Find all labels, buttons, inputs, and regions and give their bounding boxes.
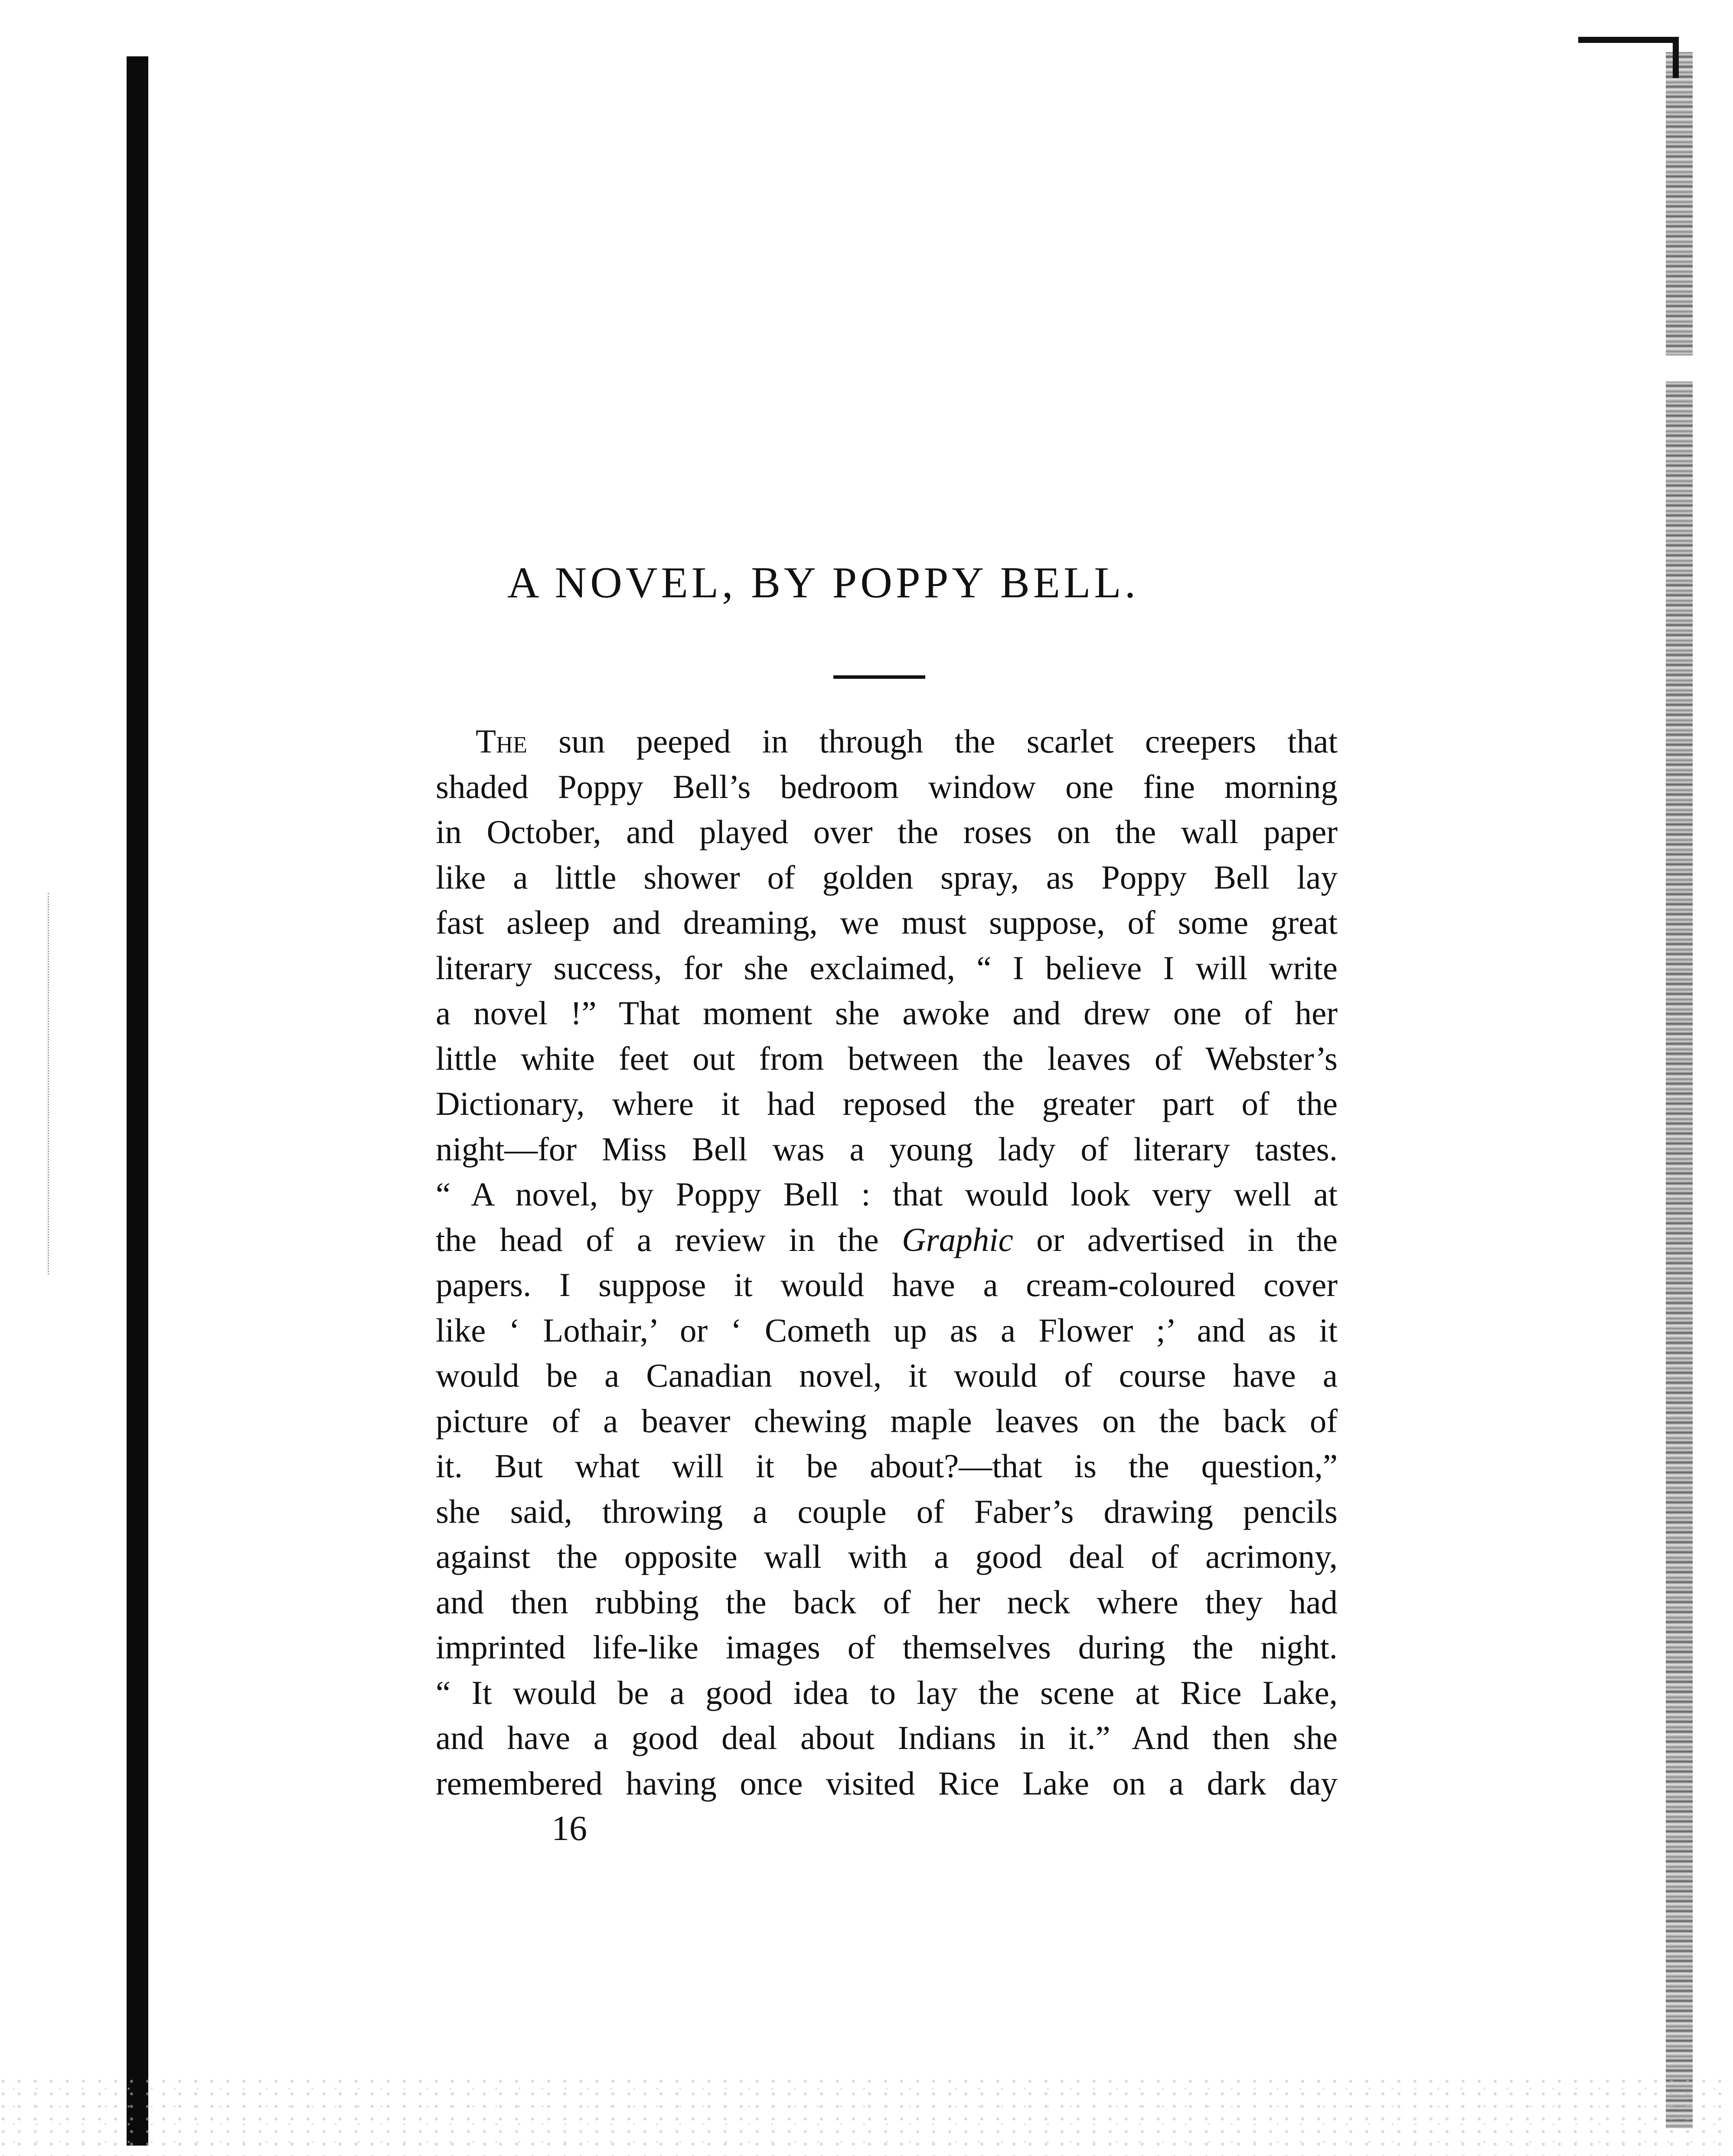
text-line: “ A novel, by Poppy Bell : that would look very well at [436, 1176, 1338, 1213]
top-corner-rule [1578, 37, 1678, 43]
text-line: fast asleep and dreaming, we must suppose, of some great [436, 904, 1338, 941]
text-line: papers. I suppose it would have a cream-coloured cover [436, 1266, 1338, 1303]
text-line: and have a good deal about Indians in it.” And then she [436, 1719, 1338, 1756]
title-divider [833, 675, 925, 679]
text-line: Dictionary, where it had reposed the greater part of the [436, 1085, 1338, 1122]
text-line: remembered having once visited Rice Lake on a dark day [436, 1764, 1338, 1802]
scan-edge-gap [1666, 355, 1693, 381]
text-line [436, 1217, 1338, 1263]
text-line: picture of a beaver chewing maple leaves on the back of [436, 1402, 1338, 1440]
italic-title: Graphic [902, 1221, 1013, 1258]
text-line: little white feet out from between the leaves of Webster’s [436, 1039, 1338, 1077]
scan-noise-bottom [0, 2076, 1733, 2156]
text-line: literary success, for she exclaimed, “ I believe I will write [436, 949, 1338, 987]
text-line: in October, and played over the roses on the wall paper [436, 813, 1338, 850]
text-line-content: or advertised in the [1013, 1221, 1338, 1258]
text-line [436, 719, 1338, 764]
page-number: 16 [552, 1808, 587, 1848]
text-line: “ It would be a good idea to lay the scene at Rice Lake, [436, 1674, 1338, 1711]
text-line: she said, throwing a couple of Faber’s drawing pencils [436, 1492, 1338, 1530]
opening-word: The [476, 723, 528, 760]
margin-dotted-line [48, 893, 49, 1274]
text-line: it. But what will it be about?—that is the question,” [436, 1447, 1338, 1485]
text-line-content: the head of a review in the [436, 1221, 902, 1258]
text-line: a novel !” That moment she awoke and drew one of her [436, 994, 1338, 1032]
text-line-content: sun peeped in through the scarlet creepers that [527, 723, 1338, 760]
text-line: and then rubbing the back of her neck where they had [436, 1583, 1338, 1621]
text-line: like a little shower of golden spray, as Poppy Bell lay [436, 858, 1338, 896]
text-line: shaded Poppy Bell’s bedroom window one fine morning [436, 768, 1338, 805]
text-line: night—for Miss Bell was a young lady of literary tastes. [436, 1130, 1338, 1168]
text-line: like ‘ Lothair,’ or ‘ Cometh up as a Flower ;’ and as it [436, 1311, 1338, 1349]
text-line: imprinted life-like images of themselves during the night. [436, 1628, 1338, 1666]
text-line: against the opposite wall with a good deal of acrimony, [436, 1538, 1338, 1575]
binding-edge [127, 56, 148, 2146]
body-text [436, 719, 1338, 1806]
text-line: would be a Canadian novel, it would of course have a [436, 1357, 1338, 1394]
chapter-title: A NOVEL, BY POPPY BELL. [507, 558, 1139, 607]
top-corner-hook [1673, 37, 1679, 78]
